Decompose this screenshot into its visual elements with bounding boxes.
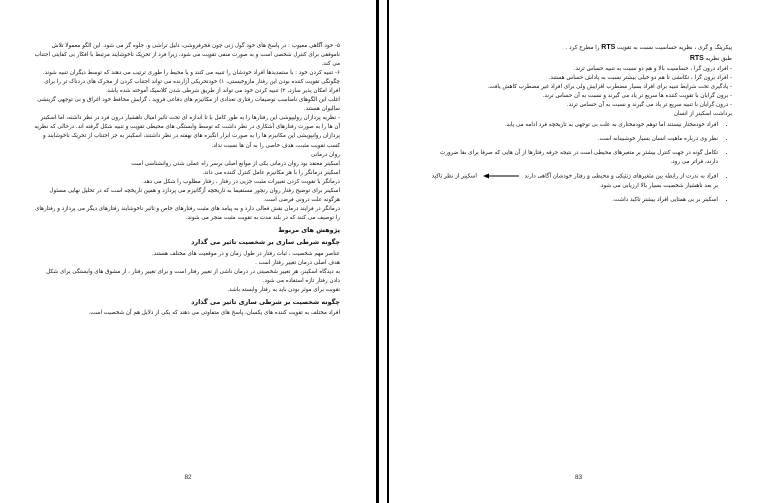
list-item-text: افراد به ندرت از رابطه بین متغیرهای ژنتیکی و محیطی و رفتار خودشان آگاهی دارند: [524, 173, 718, 180]
list-item-tail: اسکینر از نظر تاکید بر بعد ناهشیار شخصیت بسیار بالا ارزیابی می شود.: [431, 173, 718, 189]
page-divider: [376, 0, 379, 503]
paragraph: اسکینر برای توضیح رفتار روان رنجور مستقیما به تاریخچه آزگانیزم می پردازد و همین تاریخچه است که در تحلیل نهایی مسئول هرگونه علت درونی فرضی است.: [49, 187, 340, 203]
paragraph: هدف اصلی درمان تغییر رفتار است .: [255, 259, 340, 266]
paragraph: ۶- تنبیه کردن خود : با ستمدیدها افراد خودشان را تنبیه می کنند و یا محیط را طوری ترتیب می دهند که توسط دیگران تنبیه شوند.: [42, 70, 340, 77]
theory-line: [429, 53, 732, 64]
intro-tail: را مطرح کرد .: [565, 45, 600, 51]
section-heading: چگونه شرطی سازی بر شخصیت تاثیر می گذارد: [191, 238, 340, 247]
bullet-list: [429, 121, 732, 205]
paragraph: - برون گرایان با تقویت کننده ها سریع تر یاد می گیرند و نسبت به آن حساس ترند.: [542, 92, 732, 99]
paragraph: - درون گرایان با تنبیه سریع تر یاد می گیرند و نسبت به آن حساس ترند.: [566, 101, 732, 108]
list-item: • اسکینر بر بی همتایی افراد بیشتر تاکید داشت.: [429, 196, 718, 205]
page-gap: [379, 0, 387, 503]
intro-text: پیکرینگ و گری ، نظریه حساسیت نسبت به تقویت: [617, 45, 732, 51]
paragraph: ۵- خود آگاهی معیوب : در پاسخ های خود گول زنی چون فخرفروشی، دلیل تراشی و. جلوه گر می شود. این الگو معمولا تلاش ناموفقی برای کنترل شخصی است و به صورت منفی تقویت می شود، زیرا فرد از تحریک ناخوشایند مرتبط با افکار بی کفایتی اجتناب می کند.: [34, 43, 340, 68]
paragraph: اسکینر معتقد بود روان درمانی یکی از موانع اصلی برسر راه عملی شدن روانشناسی است: [131, 160, 340, 167]
paragraph: اغلب این الگوهای نامناسب توصیفات رفتاری تعدادی از مکانیزم های دفاعی فروید ، گرایش محافظ خود اغراق و بی توجهی گزینشی سالیوان هستند.: [37, 97, 340, 113]
paragraph: تقویت برای موثر بودن باید به رفتار وابسته باشد.: [227, 286, 340, 293]
paragraph: افراد مختلف به تقویت کننده های یکسان، پاسخ های متفاوتی می دهند که یکی از دلایل هم آن شخصیت است.: [88, 310, 340, 317]
list-item: • نظر وی درباره ماهیت انسان بسیار خوشبینانه است.: [429, 135, 718, 144]
theory-label: طبق نظریه: [705, 56, 732, 63]
rts-term: RTS: [689, 55, 704, 63]
page-number: 83: [574, 474, 583, 481]
paragraph: - افراد برون گرا ، تکانشی تا هم دو خیلی بیشتر نسبت به پاداش حساس هستند.: [548, 74, 732, 81]
document-page-left: [0, 0, 376, 503]
paragraph: - افراد درون گرا ، حساسیت بالا و هم دو نسبت به تنبیه حساس ترند.: [573, 65, 732, 72]
section-label: روان درمانی: [311, 151, 340, 158]
list-item: • تکامل گونه در جهت کنترل بیشتر بر متغیرهای محیطی است در نتیجه حرفه رفتارها از آن هایی که صرفا برای بقا ضرورت دارند، فراتر می رود.: [429, 149, 718, 167]
paragraph: - یادگیری تحت شرایط تنبیه برای افراد بسیار مضطرب افزایش ولی برای افراد غیر مضطرب کاهش یافت.: [487, 83, 732, 90]
page-body-right: [429, 42, 732, 205]
intro-line: [429, 42, 732, 53]
paragraph: - نظریه پردازان رولیپوشی این رفتارها را به طور کامل با تا اندازه ای تحت تاثیر امیال ناهشیار درون فرد در نظر داشته، اما اسکینر آن ها را به صورت رفتارهای آشکاری در نظر داشت که توسط وابستگی های محیطی تقویت و تنبیه شکل گرفته اند. درحالی که نظریه پردازان روانپویشی این مکانیزم ها را به صورت ابزار انگیزه های نهفته در نظر داشتند، اسکینر به جز اجتناب از تحریک ناخوشایند و کسب تقویت مثبت، هدف خاصی را به آن ها نسبت نداد.: [34, 115, 340, 149]
page-body-left: [34, 42, 340, 318]
section-label: برداشت اسکینر از انسان: [673, 110, 732, 117]
paragraph: عناصر مهم شخصیت ، ثبات رفتار در طول زمان و در موقعیت های مختلف هستند.: [151, 250, 340, 257]
list-item: • افراد خودمختار نیستند اما توهم خودمختاری به علت بی توجهی به تاریخچه فرد ادامه می یابد.: [429, 121, 718, 130]
section-heading: پژوهش های مربوط: [278, 225, 340, 234]
section-heading: چگونه شخصیت بر شرطی سازی تاثیر می گذارد: [191, 297, 340, 306]
arrow-left-icon: [483, 172, 519, 180]
paragraph: درمانگر با تقویت کردن تغییرات مثبت جزیی در رفتار ، رفتار مطلوب را شکل می دهد.: [141, 178, 340, 185]
page-number: 82: [184, 474, 192, 481]
document-page-right: [389, 0, 768, 503]
rts-term: RTS: [601, 44, 616, 51]
paragraph: درمانگر در فرایند درمان نقش فعالی دارد و به پیامد های مثبت رفتارهای خاص و تاثیر ناخوشایند رفتارهای دیگر می پردازد و رفتارهای را توصیف می کنند که در بلند مدت به تقویت مثبت منجر می شوند.: [34, 205, 340, 221]
list-item: [429, 172, 718, 191]
paragraph: به دیدگاه اسکینر، هر تغییر شخصیتی در درمان ناشی از تغییر رفتار است و برای تغییر رفتار ، از مشوق های وابستگی برای شکل دادن رفتار تازه استفاده می شود.: [46, 268, 340, 284]
paragraph: چگونگی تقویت کننده بودن این رفتار مازوخیستی، ۱) خودتحریکی آزارنده می تواند اجتناب کردن از محرک های دردناک تر را برای افراد امکان پذیر سازد، ۲) تنبیه کردن خود می تواند از طریق شرطی شدن کلاسیک آموخته شده باشد.: [44, 79, 340, 95]
paragraph: اسکینر درمانگر را با هر مکانیزم عامل کنترل کننده می داند.: [202, 169, 340, 176]
